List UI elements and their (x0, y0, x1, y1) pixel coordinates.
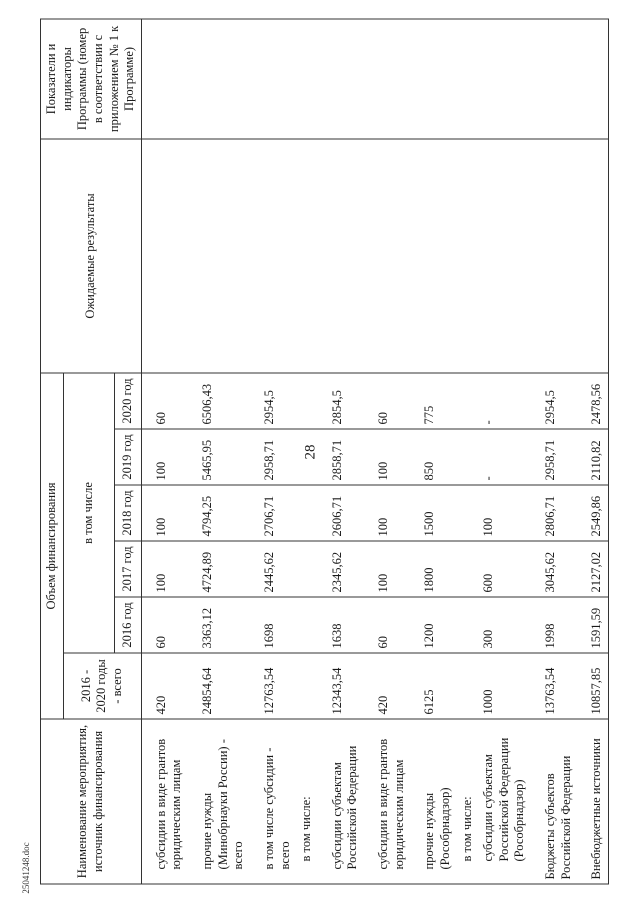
row-2020 (296, 373, 318, 429)
row-total: 12763,54 (250, 653, 296, 719)
row-2018: 2549,86 (577, 485, 608, 541)
row-2017: 2445,62 (250, 541, 296, 597)
header-including: в том числе (63, 373, 114, 653)
table-row (318, 19, 364, 884)
row-indicators (577, 19, 608, 139)
row-name: в том числе: (457, 719, 479, 884)
row-2016: 1638 (318, 597, 364, 653)
row-2017: 2127,02 (577, 541, 608, 597)
header-year-2016: 2016 год (114, 597, 141, 653)
row-2020: 6506,43 (188, 373, 250, 429)
row-2019: 2958,71 (250, 429, 296, 485)
row-2019 (296, 429, 318, 485)
row-2016: 3363,12 (188, 597, 250, 653)
row-2017: 100 (141, 541, 188, 597)
row-2018: 1500 (410, 485, 456, 541)
row-results (410, 139, 456, 373)
row-2017: 1800 (410, 541, 456, 597)
row-indicators (531, 19, 577, 139)
row-2016: 300 (478, 597, 531, 653)
table-row (364, 19, 410, 884)
row-total: 13763,54 (531, 653, 577, 719)
row-total: 1000 (478, 653, 531, 719)
row-name: субсидии субъектам Российской Федерации (Рособрнадзор) (478, 719, 531, 884)
row-2017: 4724,89 (188, 541, 250, 597)
header-year-2020: 2020 год (114, 373, 141, 429)
row-2018 (457, 485, 479, 541)
header-year-2019: 2019 год (114, 429, 141, 485)
page-number: 28 (302, 444, 319, 460)
row-name: субсидии в виде грантов юридическим лицам (364, 719, 410, 884)
row-total (296, 653, 318, 719)
row-2019: 100 (364, 429, 410, 485)
row-name: субсидии субъектам Российской Федерации (318, 719, 364, 884)
row-2017: 600 (478, 541, 531, 597)
row-2018: 2706,71 (250, 485, 296, 541)
row-2018: 4794,25 (188, 485, 250, 541)
row-2019: 850 (410, 429, 456, 485)
row-indicators (318, 19, 364, 139)
row-2018 (296, 485, 318, 541)
row-2019: 2110,82 (577, 429, 608, 485)
header-results: Ожидаемые результаты (41, 139, 142, 373)
row-results (250, 139, 296, 373)
row-2020: 775 (410, 373, 456, 429)
row-2016: 1998 (531, 597, 577, 653)
row-total: 12343,54 (318, 653, 364, 719)
row-total: 420 (141, 653, 188, 719)
row-2020: - (478, 373, 531, 429)
row-2018: 100 (141, 485, 188, 541)
row-2018: 2606,71 (318, 485, 364, 541)
row-2016: 1591,59 (577, 597, 608, 653)
row-name: в том числе субсидии - всего (250, 719, 296, 884)
row-2020 (457, 373, 479, 429)
header-name: Наименование мероприятия, источник финансирования (41, 719, 142, 884)
row-2020: 2478,56 (577, 373, 608, 429)
row-name: Внебюджетные источники (577, 719, 608, 884)
row-results (364, 139, 410, 373)
row-total: 10857,85 (577, 653, 608, 719)
row-indicators (250, 19, 296, 139)
row-name: в том числе: (296, 719, 318, 884)
row-2020: 60 (141, 373, 188, 429)
row-2018: 2806,71 (531, 485, 577, 541)
row-results (457, 139, 479, 373)
row-2020: 60 (364, 373, 410, 429)
row-name: Бюджеты субъектов Российской Федерации (531, 719, 577, 884)
row-results (141, 139, 188, 373)
row-indicators (364, 19, 410, 139)
row-indicators (188, 19, 250, 139)
table-row (478, 19, 531, 884)
row-2019: 5465,95 (188, 429, 250, 485)
header-indicators: Показатели и индикаторы Программы (номер в соответствии с приложением № 1 к Программе) (41, 19, 142, 139)
header-year-2017: 2017 год (114, 541, 141, 597)
financing-table-frame (40, 20, 604, 885)
row-2020: 2954,5 (250, 373, 296, 429)
table-row (141, 19, 188, 884)
row-name: прочие нужды (Рособрнадзор) (410, 719, 456, 884)
row-2019: 2958,71 (531, 429, 577, 485)
header-total: 2016 - 2020 годы - всего (63, 653, 141, 719)
row-indicators (478, 19, 531, 139)
row-2016: 60 (364, 597, 410, 653)
row-results (188, 139, 250, 373)
row-2016 (296, 597, 318, 653)
row-2019: 2858,71 (318, 429, 364, 485)
document-code: 25041248.doc (21, 842, 31, 894)
table-row (250, 19, 296, 884)
table-row (577, 19, 608, 884)
row-2019: 100 (141, 429, 188, 485)
row-total: 420 (364, 653, 410, 719)
row-2017: 2345,62 (318, 541, 364, 597)
row-2017: 3045,62 (531, 541, 577, 597)
row-results (577, 139, 608, 373)
row-2018: 100 (478, 485, 531, 541)
table-row (457, 19, 479, 884)
row-results (296, 139, 318, 373)
row-results (478, 139, 531, 373)
row-results (531, 139, 577, 373)
header-year-2018: 2018 год (114, 485, 141, 541)
row-2019 (457, 429, 479, 485)
row-2017 (457, 541, 479, 597)
table-row (531, 19, 577, 884)
table-row (296, 19, 318, 884)
header-funding: Объем финансирования (41, 373, 64, 719)
row-2016: 60 (141, 597, 188, 653)
row-2016 (457, 597, 479, 653)
row-2020: 2854,5 (318, 373, 364, 429)
row-name: субсидии в виде грантов юридическим лицам (141, 719, 188, 884)
row-2019: - (478, 429, 531, 485)
row-name: прочие нужды (Минобрнауки России) - всего (188, 719, 250, 884)
row-indicators (410, 19, 456, 139)
row-indicators (141, 19, 188, 139)
row-2016: 1200 (410, 597, 456, 653)
row-2018: 100 (364, 485, 410, 541)
row-indicators (296, 19, 318, 139)
row-total: 24854,64 (188, 653, 250, 719)
row-2017: 100 (364, 541, 410, 597)
financing-table (40, 18, 609, 884)
row-results (318, 139, 364, 373)
table-row (188, 19, 250, 884)
row-total (457, 653, 479, 719)
row-2020: 2954,5 (531, 373, 577, 429)
table-row (410, 19, 456, 884)
row-2016: 1698 (250, 597, 296, 653)
row-total: 6125 (410, 653, 456, 719)
row-indicators (457, 19, 479, 139)
row-2017 (296, 541, 318, 597)
